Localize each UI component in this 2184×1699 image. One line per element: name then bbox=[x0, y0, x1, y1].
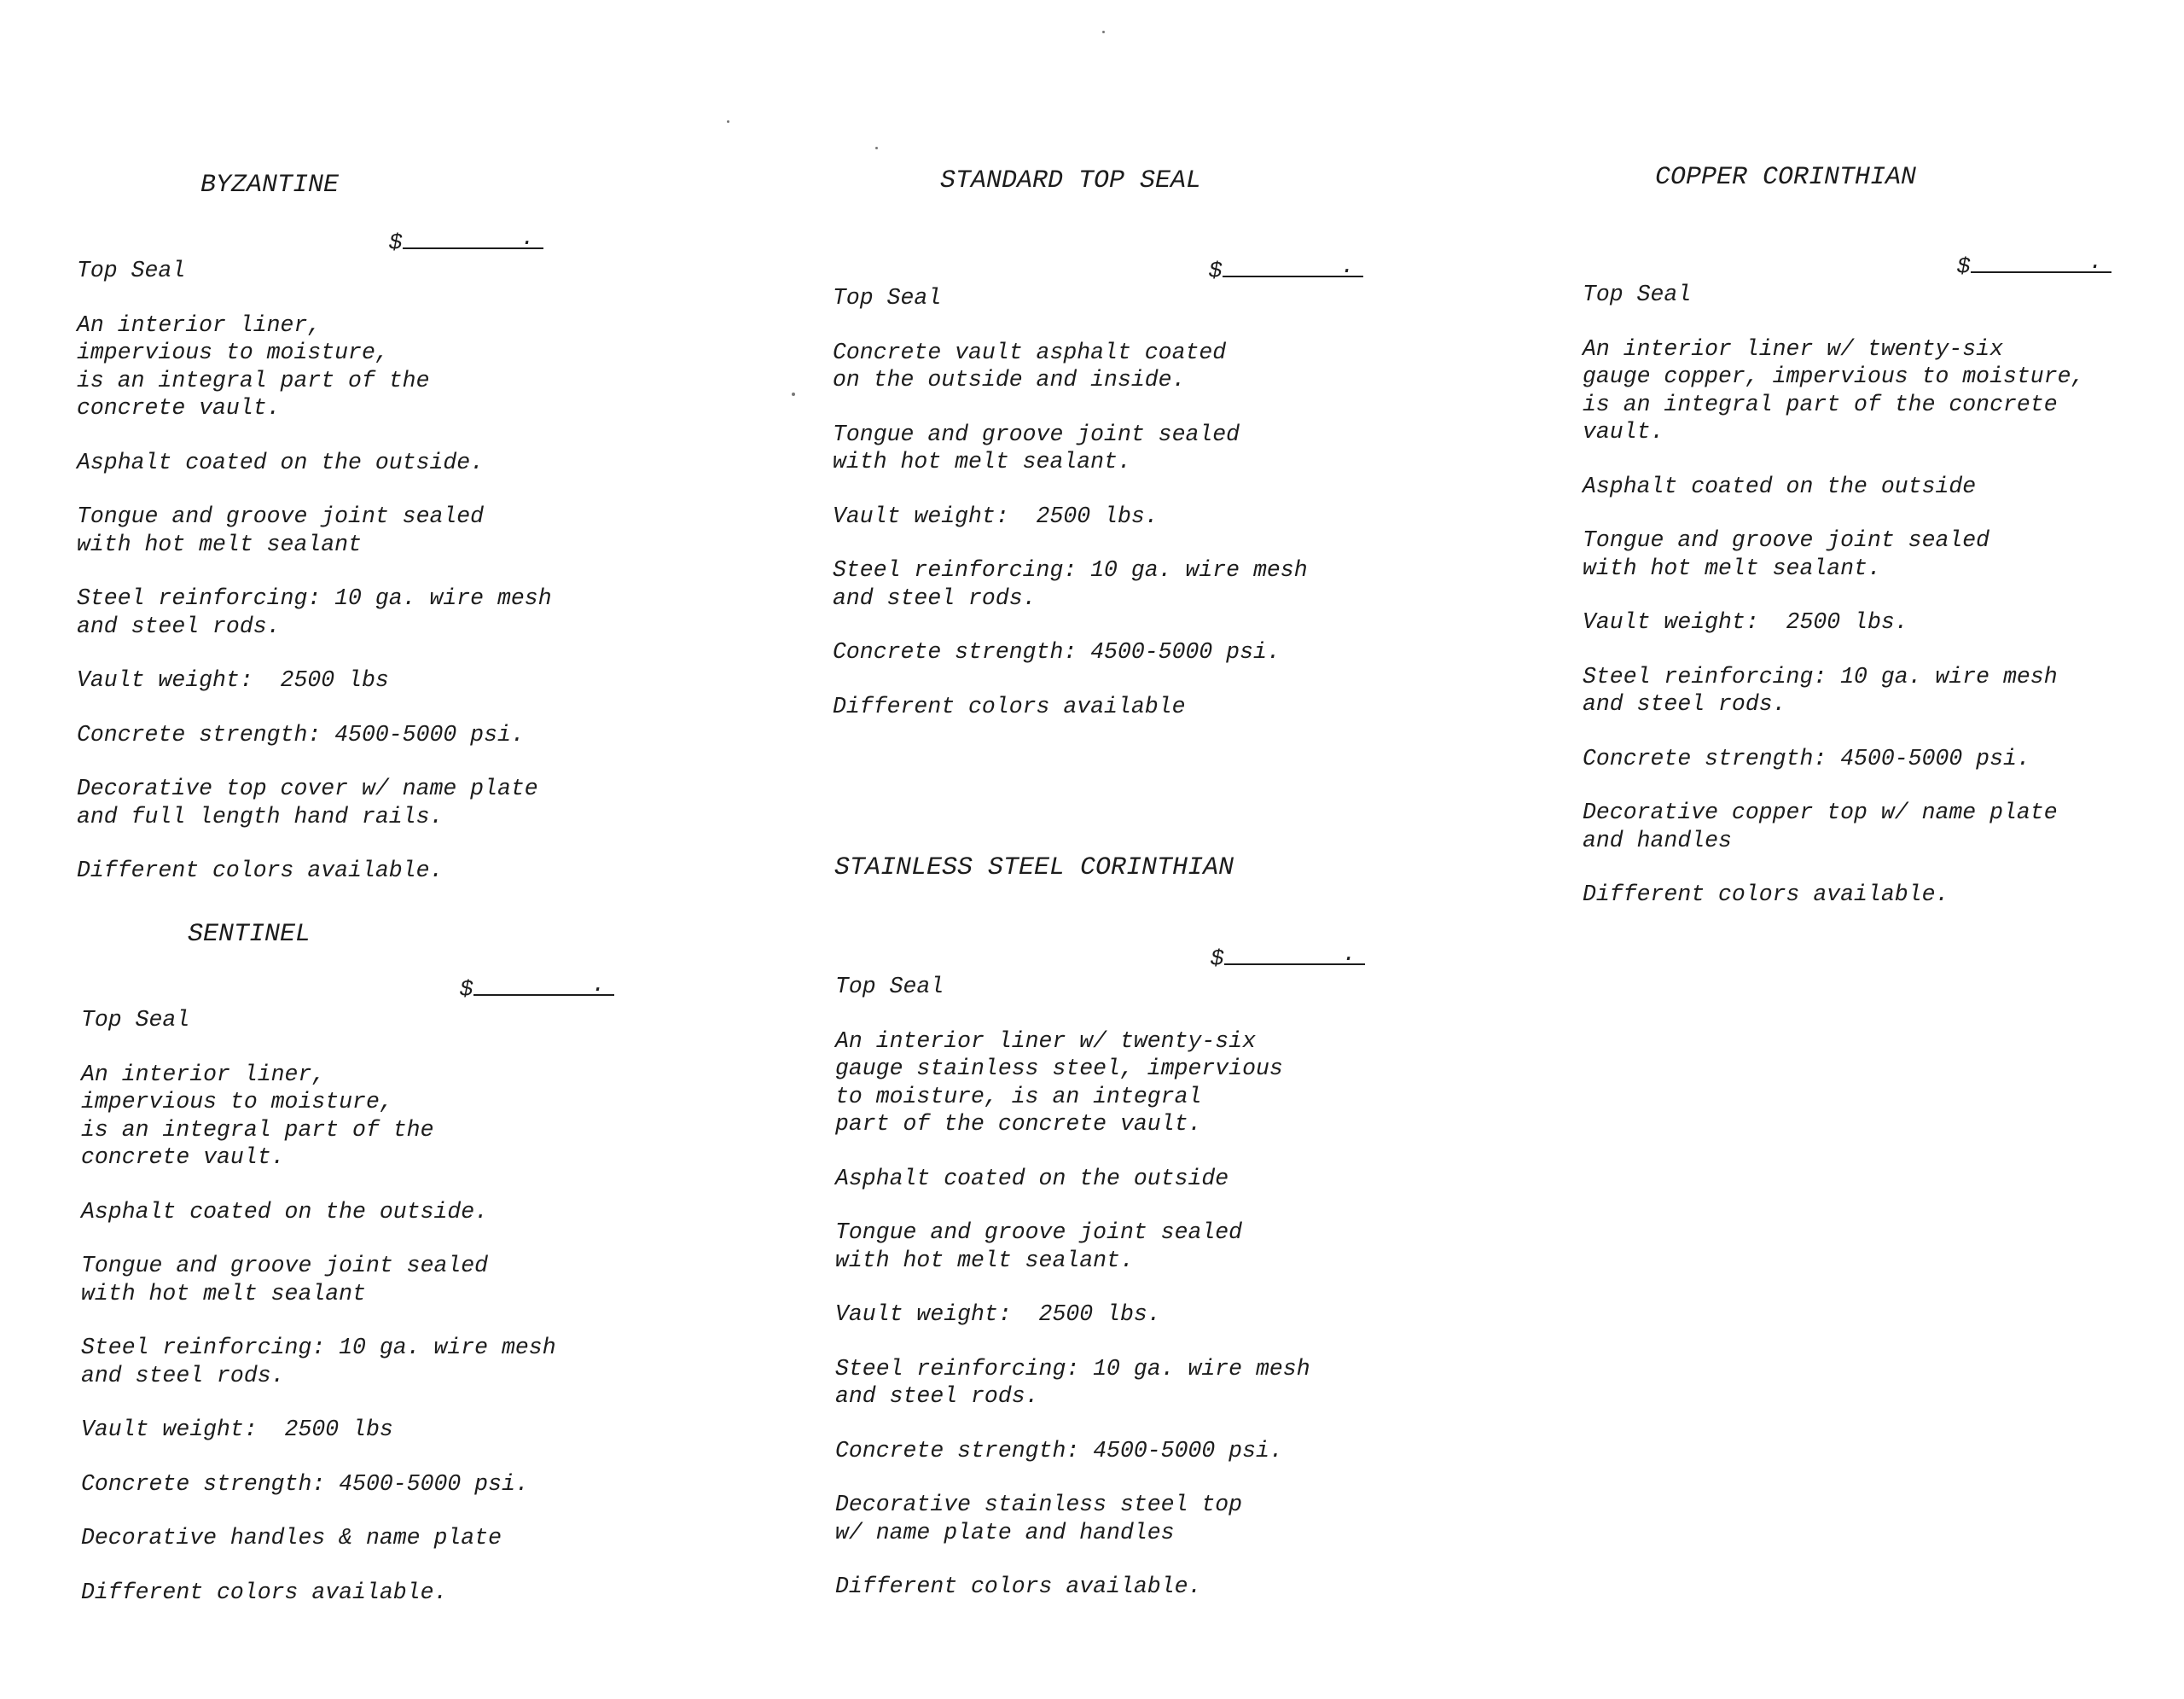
spec-line: impervious to moisture, bbox=[77, 340, 389, 365]
spec-line: Top Seal bbox=[81, 1007, 190, 1033]
spec-paragraph bbox=[81, 1061, 556, 1172]
spec-line: concrete vault. bbox=[77, 395, 281, 421]
spec-line: Vault weight: 2500 lbs bbox=[77, 667, 389, 693]
spec-line: Concrete strength: 4500-5000 psi. bbox=[1583, 745, 2030, 771]
stainless-steel-corinthian-body bbox=[835, 973, 1310, 1627]
spec-line: Vault weight: 2500 lbs. bbox=[835, 1301, 1161, 1327]
spec-line: Decorative stainless steel top bbox=[835, 1492, 1243, 1517]
spec-paragraph bbox=[81, 1252, 556, 1307]
spec-line: Asphalt coated on the outside bbox=[835, 1165, 1229, 1191]
spec-line: Decorative copper top w/ name plate bbox=[1583, 800, 2058, 825]
spec-line: An interior liner w/ twenty-six bbox=[1583, 335, 2003, 362]
scan-speck bbox=[1102, 31, 1105, 33]
spec-paragraph bbox=[1583, 799, 2084, 854]
scan-speck bbox=[875, 147, 878, 149]
spec-paragraph bbox=[833, 638, 1308, 666]
spec-line: Tongue and groove joint sealed bbox=[835, 1219, 1243, 1245]
spec-line: Top Seal bbox=[833, 285, 942, 311]
spec-paragraph bbox=[77, 449, 552, 477]
price-symbol: $ bbox=[459, 977, 473, 1003]
price-blank: . bbox=[473, 975, 614, 996]
price-blank: . bbox=[1223, 257, 1363, 277]
standard-top-seal-title: STANDARD TOP SEAL bbox=[940, 166, 1202, 195]
spec-line: gauge stainless steel, impervious bbox=[835, 1056, 1283, 1081]
spec-line: impervious to moisture, bbox=[81, 1089, 393, 1114]
spec-paragraph bbox=[835, 1165, 1310, 1193]
spec-paragraph bbox=[81, 1579, 556, 1607]
spec-line: with hot melt sealant. bbox=[835, 1247, 1134, 1273]
spec-line: with hot melt sealant. bbox=[833, 449, 1131, 474]
spec-paragraph bbox=[81, 1524, 556, 1552]
spec-paragraph bbox=[77, 585, 552, 640]
spec-line: Asphalt coated on the outside. bbox=[77, 449, 485, 475]
spec-line: Concrete strength: 4500-5000 psi. bbox=[833, 639, 1281, 665]
copper-corinthian-title: COPPER CORINTHIAN bbox=[1655, 163, 1917, 192]
spec-paragraph bbox=[835, 1355, 1310, 1411]
spec-line: Decorative top cover w/ name plate bbox=[77, 776, 538, 801]
spec-paragraph bbox=[1583, 527, 2084, 582]
spec-paragraph bbox=[833, 693, 1308, 721]
spec-line: Tongue and groove joint sealed bbox=[833, 421, 1240, 447]
spec-line: Steel reinforcing: 10 ga. wire mesh bbox=[835, 1355, 1310, 1382]
spec-line: Asphalt coated on the outside bbox=[1583, 473, 1977, 499]
spec-line: Steel reinforcing: 10 ga. wire mesh bbox=[833, 557, 1308, 583]
spec-line: Top Seal bbox=[77, 258, 186, 283]
spec-line: with hot melt sealant bbox=[81, 1280, 366, 1306]
spec-paragraph bbox=[81, 1334, 556, 1389]
price-blank: . bbox=[1971, 253, 2111, 273]
spec-line: and steel rods. bbox=[833, 585, 1037, 611]
spec-line: and full length hand rails. bbox=[77, 803, 444, 829]
spec-paragraph bbox=[1583, 335, 2084, 446]
spec-line: Asphalt coated on the outside. bbox=[81, 1198, 489, 1225]
spec-paragraph bbox=[833, 556, 1308, 612]
spec-paragraph bbox=[833, 503, 1308, 531]
spec-line: and handles bbox=[1583, 827, 1732, 853]
spec-paragraph bbox=[81, 1470, 556, 1498]
spec-paragraph bbox=[1583, 281, 2084, 309]
copper-corinthian-body bbox=[1583, 281, 2084, 935]
price-symbol: $ bbox=[388, 230, 403, 256]
stainless-steel-corinthian-title: STAINLESS STEEL CORINTHIAN bbox=[834, 853, 1234, 882]
spec-line: Concrete strength: 4500-5000 psi. bbox=[835, 1437, 1283, 1463]
spec-line: An interior liner, bbox=[81, 1061, 326, 1087]
spec-line: Top Seal bbox=[835, 974, 944, 999]
spec-line: Tongue and groove joint sealed bbox=[77, 503, 485, 529]
spec-line: and steel rods. bbox=[81, 1362, 285, 1388]
spec-paragraph bbox=[77, 775, 552, 830]
spec-line: Different colors available. bbox=[835, 1574, 1202, 1599]
spec-line: and steel rods. bbox=[77, 613, 281, 639]
spec-line: Different colors available. bbox=[81, 1579, 448, 1605]
spec-paragraph bbox=[1583, 608, 2084, 637]
spec-line: Steel reinforcing: 10 ga. wire mesh bbox=[81, 1335, 556, 1360]
spec-line: Different colors available bbox=[833, 693, 1186, 719]
spec-paragraph bbox=[77, 857, 552, 885]
sentinel-body bbox=[81, 1006, 556, 1632]
standard-top-seal-body bbox=[833, 284, 1308, 747]
spec-line: vault. bbox=[1583, 419, 1664, 445]
spec-paragraph bbox=[81, 1416, 556, 1444]
spec-paragraph bbox=[77, 257, 552, 285]
spec-line: An interior liner, bbox=[77, 311, 322, 338]
spec-line: is an integral part of the bbox=[81, 1116, 434, 1143]
spec-line: on the outside and inside. bbox=[833, 367, 1186, 393]
spec-line: Different colors available. bbox=[1583, 882, 1949, 907]
spec-paragraph bbox=[835, 1491, 1310, 1546]
spec-paragraph bbox=[833, 421, 1308, 476]
spec-line: Concrete strength: 4500-5000 psi. bbox=[77, 721, 525, 748]
spec-line: is an integral part of the concrete bbox=[1583, 391, 2058, 417]
price-blank: . bbox=[403, 229, 543, 249]
spec-line: Concrete vault asphalt coated bbox=[833, 339, 1227, 365]
spec-line: Tongue and groove joint sealed bbox=[81, 1253, 489, 1278]
spec-line: concrete vault. bbox=[81, 1144, 285, 1170]
spec-line: Concrete strength: 4500-5000 psi. bbox=[81, 1470, 529, 1497]
spec-paragraph bbox=[833, 284, 1308, 312]
spec-paragraph bbox=[81, 1006, 556, 1034]
spec-line: to moisture, is an integral bbox=[835, 1083, 1202, 1109]
price-symbol: $ bbox=[1956, 254, 1971, 280]
spec-line: and steel rods. bbox=[1583, 691, 1786, 717]
spec-line: with hot melt sealant bbox=[77, 531, 362, 557]
spec-line: An interior liner w/ twenty-six bbox=[835, 1027, 1256, 1054]
spec-line: is an integral part of the bbox=[77, 367, 430, 393]
spec-paragraph bbox=[81, 1198, 556, 1226]
spec-paragraph bbox=[835, 1027, 1310, 1138]
spec-line: and steel rods. bbox=[835, 1383, 1039, 1409]
spec-paragraph bbox=[1583, 745, 2084, 773]
spec-line: Top Seal bbox=[1583, 282, 1692, 307]
spec-paragraph bbox=[835, 1300, 1310, 1329]
sentinel-title: SENTINEL bbox=[188, 920, 311, 949]
spec-paragraph bbox=[1583, 473, 2084, 501]
spec-paragraph bbox=[77, 503, 552, 558]
spec-paragraph bbox=[835, 1219, 1310, 1274]
spec-paragraph bbox=[77, 311, 552, 422]
spec-line: Vault weight: 2500 lbs. bbox=[1583, 609, 1908, 635]
spec-line: Tongue and groove joint sealed bbox=[1583, 527, 1990, 553]
spec-paragraph bbox=[835, 973, 1310, 1001]
spec-paragraph bbox=[77, 721, 552, 749]
spec-line: gauge copper, impervious to moisture, bbox=[1583, 364, 2085, 389]
spec-line: Steel reinforcing: 10 ga. wire mesh bbox=[77, 585, 552, 611]
scan-speck bbox=[727, 120, 729, 123]
spec-line: Decorative handles & name plate bbox=[81, 1525, 502, 1551]
spec-paragraph bbox=[77, 666, 552, 695]
byzantine-title: BYZANTINE bbox=[200, 171, 340, 200]
spec-line: with hot melt sealant. bbox=[1583, 555, 1881, 581]
spec-line: Different colors available. bbox=[77, 858, 444, 883]
spec-line: Vault weight: 2500 lbs bbox=[81, 1417, 393, 1442]
spec-line: w/ name plate and handles bbox=[835, 1519, 1175, 1545]
spec-paragraph bbox=[835, 1573, 1310, 1601]
byzantine-body bbox=[77, 257, 552, 911]
spec-line: Vault weight: 2500 lbs. bbox=[833, 503, 1159, 529]
price-symbol: $ bbox=[1210, 946, 1224, 972]
price-blank: . bbox=[1224, 945, 1365, 965]
spec-paragraph bbox=[1583, 663, 2084, 719]
spec-paragraph bbox=[833, 339, 1308, 394]
spec-line: part of the concrete vault. bbox=[835, 1111, 1202, 1137]
scan-speck bbox=[792, 393, 795, 396]
spec-line: Steel reinforcing: 10 ga. wire mesh bbox=[1583, 663, 2058, 689]
spec-paragraph bbox=[835, 1437, 1310, 1465]
price-symbol: $ bbox=[1208, 259, 1223, 284]
spec-paragraph bbox=[1583, 881, 2084, 909]
